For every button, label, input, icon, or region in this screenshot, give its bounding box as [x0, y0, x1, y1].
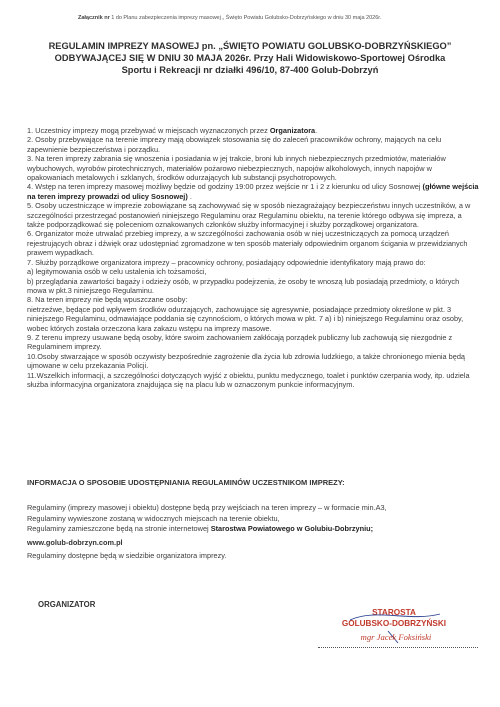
rule-10: 10.Osoby stwarzające w sposób oczywisty bezpośrednie zagrożenie dla życia lub zdrowia ludzkiego, a także chronionego mienia będą ujmowane w celu przekazania Policji.	[27, 351, 466, 371]
rule-8a: nietrzeźwe, będące pod wpływem środków odurzających, zachowujące się agresywnie, posiadające przedmioty określone w pkt. 3 niniejszego Regulaminu, odmawiające poddania się czynnościom, o których mowa w pkt. 7 a) i b) niniejszego Regulaminu oraz osoby, wobec których została orzeczona kara zakazu wstępu na imprezy masowe.	[27, 304, 464, 333]
rule-1-organizer: Organizatora	[269, 126, 316, 135]
rules-list	[27, 126, 479, 389]
title-line-1: REGULAMIN IMPREZY MASOWEJ pn. „ŚWIĘTO POWIATU GOLUBSKO-DOBRZYŃSKIEGO”	[48, 41, 452, 51]
info-line-3-text: Regulaminy zamieszczone będą na stronie internetowej	[27, 524, 211, 533]
rule-1	[27, 126, 479, 135]
rule-5: 5. Osoby uczestniczące w imprezie zobowiązane są zachowywać się w sposób niezagrażający bezpieczeństwu innych uczestników, a w szczególności przestrzegać postanowień niniejszego Regulaminu oraz Regulaminu obiektu, na terenie którego odbywa się impreza, a także podporządkować się poleceniom oznakowanych członków służby informacyjnej i służby porządkowej organizatora.	[27, 201, 471, 230]
stamp-signature: mgr Jacek Foksiński	[360, 632, 432, 642]
rule-1-end: .	[315, 126, 318, 135]
info-line-3-office: Starostwa Powiatowego w Golubiu-Dobrzyniu;	[210, 524, 374, 533]
title-line-3: Sportu i Rekreacji nr działki 496/10, 87-400 Golub-Dobrzyń	[121, 65, 379, 76]
website-link[interactable]: www.golub-dobrzyn.com.pl	[27, 537, 123, 547]
signature-line	[318, 647, 478, 648]
annex-prefix: Załącznik nr	[78, 15, 110, 21]
rule-7a: a) legitymowania osób w celu ustalenia ich tożsamości,	[27, 267, 207, 277]
info-line-1: Regulaminy (imprezy masowej i obiektu) dostępne będą przy wejściach na teren imprezy – w formacie min.A3,	[27, 503, 387, 512]
info-heading: INFORMACJA O SPOSOBIE UDOSTĘPNIANIA REGULAMINÓW UCZESTNIKOM IMPREZY:	[27, 478, 345, 487]
stamp-line-1: STAROSTA	[372, 608, 416, 617]
info-list	[27, 503, 479, 562]
document-title	[18, 40, 482, 77]
organizer-label: ORGANIZATOR	[38, 600, 96, 609]
rule-3: 3. Na teren imprezy zabrania się wnoszenia i posiadania w jej trakcie, broni lub innych niebezpiecznych przedmiotów, materiałów wybuchowych, wyrobów pirotechnicznych, materiałów pożarowo niebezpiecznych, napojów alkoholowych, innych napojów w opakowaniach metalowych i szklanych, środków odurzających lub substancji psychotropowych.	[27, 154, 446, 183]
info-line-4: Regulaminy dostępne będą w siedzibie organizatora imprezy.	[27, 551, 227, 560]
rule-9: 9. Z terenu imprezy usuwane będą osoby, które swoim zachowaniem zakłócają porządek publiczny lub zachowują się niezgodnie z Regulaminem imprezy.	[27, 332, 453, 352]
rule-2: 2. Osoby przebywające na terenie imprezy mają obowiązek stosowania się do zaleceń pracowników ochrony, mających na celu zapewnienie bezpieczeństwa i porządku.	[27, 135, 442, 154]
rule-4	[27, 182, 479, 201]
rule-1-text: 1. Uczestnicy imprezy mogą przebywać w miejscach wyznaczonych przez	[27, 126, 270, 135]
rule-7: 7. Służby porządkowe organizatora imprezy – pracownicy ochrony, posiadający odpowiednie identyfikatory mają prawo do:	[27, 257, 426, 267]
annex-text: 1 do Planu zabezpieczenia imprezy masowej „ Święto Powiatu Golubsko-Dobrzyńskiego w dniu 30 maja 2026r.	[109, 15, 382, 21]
rule-4-entrance-note: (główne wejścia na teren imprezy prowadzi od ulicy Sosnowej)	[27, 182, 479, 201]
info-line-3	[27, 524, 479, 535]
rule-6: 6. Organizator może utrwalać przebieg imprezy, a w szczególności zachowania osób w niej uczestniczących za pomocą urządzeń rejestrujących obraz i dźwięk oraz udostępniać zgromadzone w ten sposób materiały odpowiednim organom ścigania w przewidzianych prawem wypadkach.	[27, 229, 468, 258]
title-line-2: ODBYWAJĄCEJ SIĘ W DNIU 30 MAJA 2026r. Przy Hali Widowiskowo-Sportowej Ośrodka	[54, 53, 446, 64]
stamp-line-2: GOLUBSKO-DOBRZYŃSKI	[341, 619, 447, 628]
rule-7b: b) przeglądania zawartości bagaży i odzieży osób, w przypadku podejrzenia, że osoby te wnoszą lub posiadają przedmioty, o których mowa w pkt.3 niniejszego Regulaminu.	[27, 276, 460, 295]
rule-8: 8. Na teren imprezy nie będą wpuszczane osoby:	[27, 295, 188, 305]
rule-4-end: .	[187, 191, 192, 201]
rule-11: 11.Wszelkich informacji, a szczególności dotyczących wyjść z obiektu, punktu medycznego, toalet i punktów czerpania wody, itp. udziela służba informacyjna organizatora znajdująca się na placu lub w oznaczonym punkcie informacyjnym.	[27, 370, 470, 389]
official-stamp	[330, 598, 480, 648]
annex-header	[78, 15, 488, 21]
rule-4-text: 4. Wstęp na teren imprezy masowej możliwy będzie od godziny 19:00 przez wejście nr 1 i 2 z kierunku od ulicy Sosnowej	[27, 182, 423, 192]
info-line-2: Regulaminy wywieszone zostaną w widocznych miejscach na terenie obiektu,	[27, 513, 280, 523]
